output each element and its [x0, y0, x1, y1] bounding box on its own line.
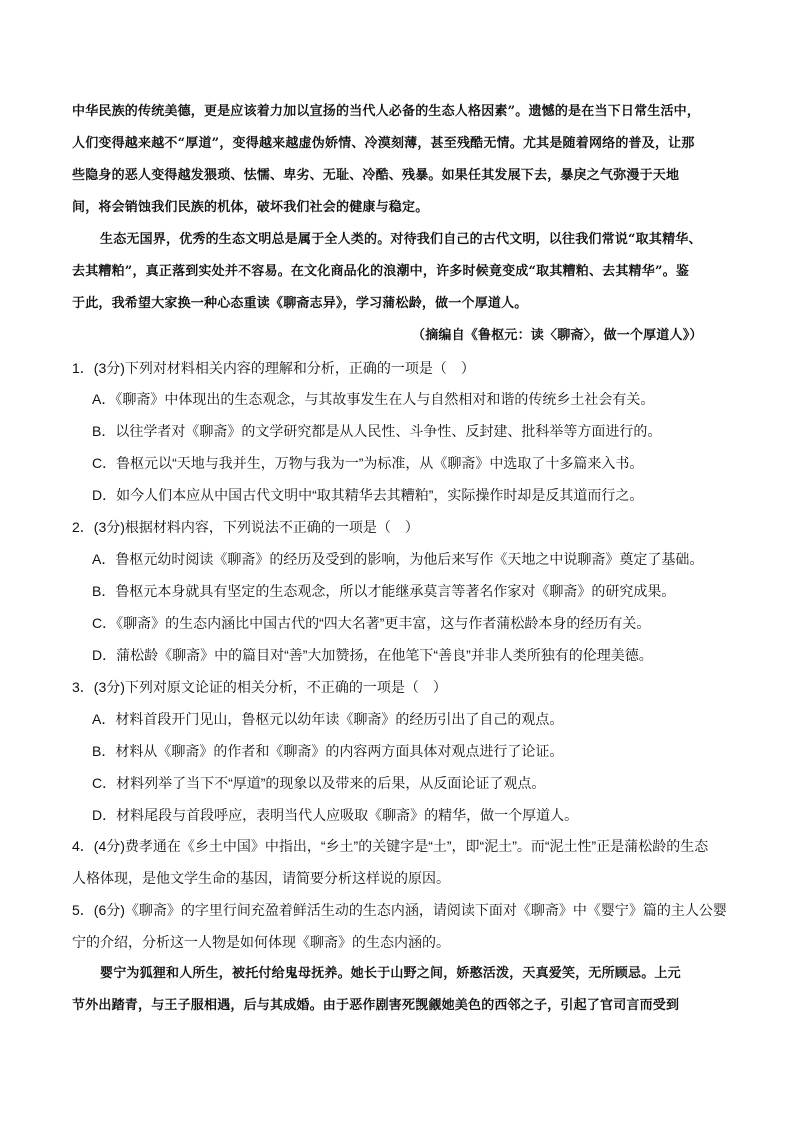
question-2-option-d: D．蒲松龄《聊斋》中的篇目对“善”大加赞扬，在他笔下“善良”并非人类所独有的伦理美德。: [92, 647, 653, 663]
passage-line: 生态无国界，优秀的生态文明总是属于全人类的。对待我们自己的古代文明，以往我们常说“取其精华、: [100, 232, 702, 247]
question-2-option-c: C．《聊斋》的生态内涵比中国古代的“四大名著”更丰富，这与作者蒲松龄本身的经历有关。: [92, 615, 651, 631]
question-1-option-c: C．鲁枢元以“天地与我并生，万物与我为一”为标准，从《聊斋》中选取了十多篇来入书。: [92, 455, 644, 471]
question-3-option-b: B．材料从《聊斋》的作者和《聊斋》的内容两方面具体对观点进行了论证。: [92, 743, 564, 759]
question-3-stem: 3．(3分)下列对原文论证的相关分析，不正确的一项是（ ）: [72, 679, 447, 695]
question-4-stem: 4．(4分)费孝通在《乡土中国》中指出，“乡土”的关键字是“土”，即“泥土”。而“泥土性”正是蒲松龄的生态: [72, 838, 709, 854]
passage-source: （摘编自《鲁枢元：读〈聊斋〉，做一个厚道人》）: [412, 328, 703, 343]
question-1-stem: 1．(3分)下列对材料相关内容的理解和分析，正确的一项是（ ）: [72, 360, 475, 376]
question-3-option-c: C．材料列举了当下不“厚道”的现象以及带来的后果，从反面论证了观点。: [92, 775, 546, 791]
passage-line: 些隐身的恶人变得越发猥琐、怯懦、卑劣、无耻、冷酷、残暴。如果任其发展下去，暴戾之气弥漫于天地: [72, 168, 680, 183]
question-5-intro: 婴宁为狐狸和人所生，被托付给鬼母抚养。她长于山野之间，娇憨活泼，天真爱笑，无所顾忌。上元: [100, 966, 681, 981]
question-1-option-a: A．《聊斋》中体现出的生态观念，与其故事发生在人与自然相对和谐的传统乡土社会有关。: [92, 391, 655, 407]
question-1-option-d: D．如今人们本应从中国古代文明中“取其精华去其糟粕”，实际操作时却是反其道而行之。: [92, 487, 644, 503]
question-3-option-d: D．材料尾段与首段呼应，表明当代人应吸取《聊斋》的精华，做一个厚道人。: [92, 807, 579, 823]
question-5-stem: 5．(6分)《聊斋》的字里行间充盈着鲜活生动的生态内涵，请阅读下面对《聊斋》中《婴宁》篇的主人公婴: [72, 902, 727, 918]
passage-line: 去其糟粕”，真正落到实处并不容易。在文化商品化的浪潮中，许多时候竟变成“取其糟粕、去其精华”。鉴: [72, 264, 690, 279]
passage-line: 人们变得越来越不“厚道”，变得越来越虚伪娇情、冷漠刻薄，甚至残酷无情。尤其是随着网络的普及，让那: [72, 136, 695, 151]
question-2-option-b: B．鲁枢元本身就具有坚定的生态观念，所以才能继承莫言等著名作家对《聊斋》的研究成果。: [92, 583, 676, 599]
question-2-option-a: A．鲁枢元幼时阅读《聊斋》的经历及受到的影响，为他后来写作《天地之中说聊斋》奠定了基础。: [92, 551, 704, 567]
passage-line: 中华民族的传统美德，更是应该着力加以宣扬的当代人必备的生态人格因素”。遗憾的是在当下日常生活中，: [72, 104, 701, 119]
question-5-intro: 节外出踏青，与王子服相遇，后与其成婚。由于恶作剧害死觊觎她美色的西邻之子，引起了官司言而受到: [72, 998, 680, 1013]
question-3-option-a: A．材料首段开门见山，鲁枢元以幼年读《聊斋》的经历引出了自己的观点。: [92, 711, 564, 727]
question-2-stem: 2．(3分)根据材料内容，下列说法不正确的一项是（ ）: [72, 519, 419, 535]
passage-line: 于此，我希望大家换一种心态重读《聊斋志异》，学习蒲松龄，做一个厚道人。: [72, 296, 528, 311]
question-4-stem-cont: 人格体现，是他文学生命的基因，请简要分析这样说的原因。: [72, 870, 450, 886]
question-5-stem-cont: 宁的介绍，分析这一人物是如何体现《聊斋》的生态内涵的。: [72, 934, 450, 950]
passage-line: 间，将会销蚀我们民族的机体，破坏我们社会的健康与稳定。: [72, 200, 429, 215]
question-1-option-b: B．以往学者对《聊斋》的文学研究都是从人民性、斗争性、反封建、批科举等方面进行的。: [92, 423, 662, 439]
